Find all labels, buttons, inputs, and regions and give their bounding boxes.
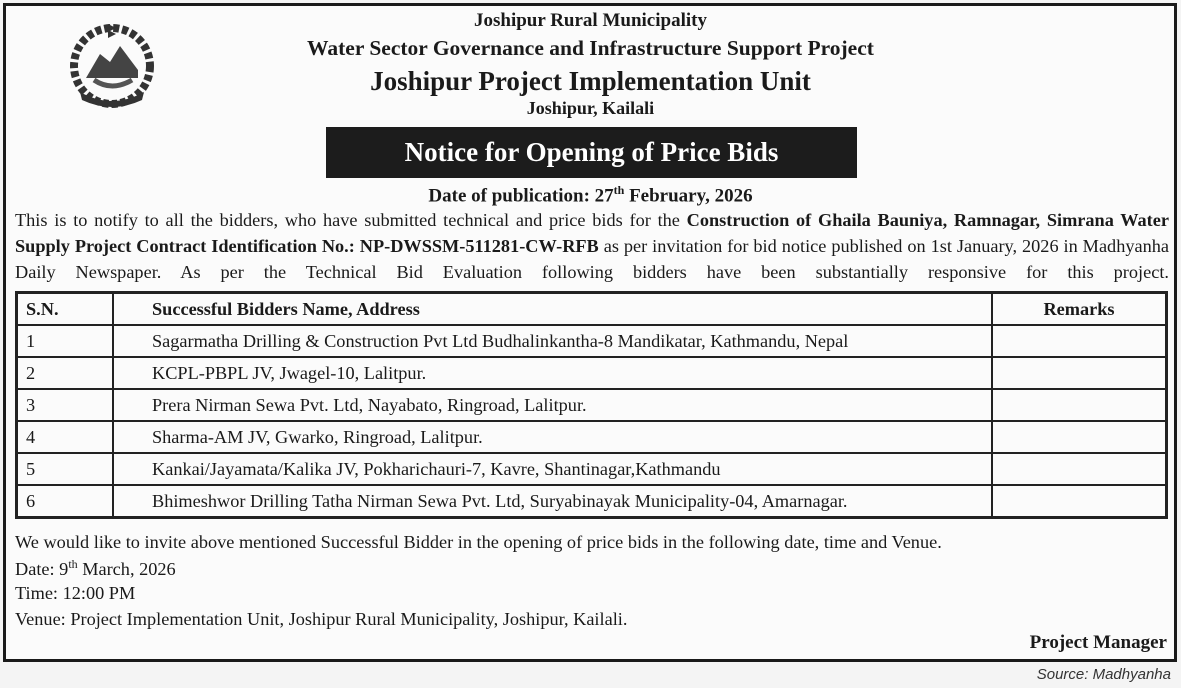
date-rest: March, 2026 (77, 559, 176, 580)
project-name: Water Sector Governance and Infrastructure Support Project (307, 36, 874, 60)
cell-name: Bhimeshwor Drilling Tatha Nirman Sewa Pvt. Ltd, Suryabinayak Municipality-04, Amarnagar. (113, 485, 992, 518)
intro-text-1: This is to notify to all the bidders, who have submitted technical and price bids for the (15, 210, 687, 230)
cell-name: Sharma-AM JV, Gwarko, Ringroad, Lalitpur. (113, 421, 992, 453)
publication-date (0, 183, 1181, 207)
cell-remarks (992, 453, 1167, 485)
location: Joshipur, Kailali (526, 98, 655, 118)
cell-name: Sagarmatha Drilling & Construction Pvt Ltd Budhalinkantha-8 Mandikatar, Kathmandu, Nepal (113, 325, 992, 357)
cell-remarks (992, 389, 1167, 421)
intro-paragraph (15, 207, 1169, 285)
invitation-text: We would like to invite above mentioned Successful Bidder in the opening of price bids in the following date, time and Venue. (15, 532, 942, 552)
opening-time: Time: 12:00 PM (15, 583, 136, 603)
cell-sn: 3 (17, 389, 114, 421)
header-name: Successful Bidders Name, Address (113, 293, 992, 326)
cell-sn: 6 (17, 485, 114, 518)
cell-sn: 1 (17, 325, 114, 357)
publication-label: Date of publication: 27 (428, 185, 614, 207)
publication-sup: th (613, 183, 625, 197)
cell-name: KCPL-PBPL JV, Jwagel-10, Lalitpur. (113, 357, 992, 389)
cell-sn: 4 (17, 421, 114, 453)
signatory: Project Manager (1029, 632, 1167, 653)
date-label: Date: 9 (15, 559, 69, 580)
table-row (17, 485, 1167, 518)
table-row (17, 325, 1167, 357)
cell-sn: 5 (17, 453, 114, 485)
cell-remarks (992, 325, 1167, 357)
cell-sn: 2 (17, 357, 114, 389)
table-row (17, 389, 1167, 421)
municipality-name: Joshipur Rural Municipality (474, 10, 707, 31)
publication-rest: February, 2026 (624, 185, 753, 207)
opening-date (15, 557, 176, 580)
cell-remarks (992, 421, 1167, 453)
table-header-row (17, 293, 1167, 326)
cell-name: Kankai/Jayamata/Kalika JV, Pokharichauri-7, Kavre, Shantinagar,Kathmandu (113, 453, 992, 485)
cell-remarks (992, 357, 1167, 389)
cell-name: Prera Nirman Sewa Pvt. Ltd, Nayabato, Ringroad, Lalitpur. (113, 389, 992, 421)
date-sup: th (68, 557, 78, 571)
table-row (17, 421, 1167, 453)
notice-title: Notice for Opening of Price Bids (326, 127, 857, 178)
table-row (17, 453, 1167, 485)
contract-identification: Construction of Ghaila Bauniya, Ramnagar, Simrana Water Supply Project Contract Identification No.: NP-DWSSM-511281-CW-RFB (15, 210, 1170, 256)
header-sn: S.N. (17, 293, 114, 326)
source-credit: Source: Madhyanha (1036, 666, 1171, 683)
cell-remarks (992, 485, 1167, 518)
header-remarks: Remarks (992, 293, 1167, 326)
opening-venue: Venue: Project Implementation Unit, Joshipur Rural Municipality, Joshipur, Kailali. (15, 609, 628, 629)
unit-name: Joshipur Project Implementation Unit (370, 66, 811, 96)
bidders-table (15, 291, 1168, 519)
table-row (17, 357, 1167, 389)
intro-text-2: as per invitation for bid notice published on 1st January, 2026 in Madhyanha Daily Newspaper. As per the Technical Bid Evaluation following bidders have been substantially responsive for this project. (15, 236, 1169, 282)
